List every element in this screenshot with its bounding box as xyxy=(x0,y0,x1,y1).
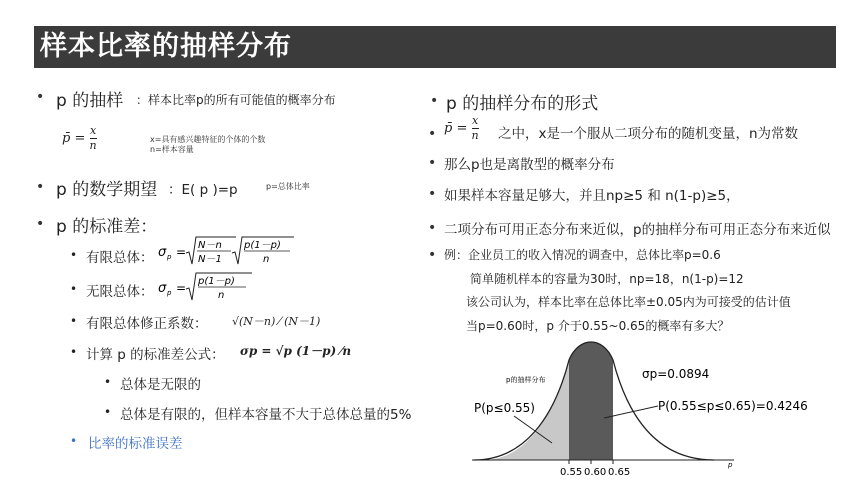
s3-label: 有限总体修正系数： xyxy=(86,316,208,332)
axis-end-label: p xyxy=(728,461,733,469)
sub-bullet: • xyxy=(70,248,78,262)
r4-text: 二项分布可用正态分布来近似，p的抽样分布可用正态分布来近似 xyxy=(444,222,831,238)
r5-text: 例：企业员工的收入情况的调查中，总体比率p=0.6 xyxy=(444,248,721,262)
bullet-dot: • xyxy=(428,126,437,142)
b2-eq: ：E( p )=p xyxy=(168,182,238,198)
b1-note1: x=具有感兴趣特征的个体的个数 xyxy=(150,135,266,144)
finite-sd-formula xyxy=(156,234,296,268)
r3-text: 如果样本容量足够大，并且np≥5 和 n(1-p)≥5， xyxy=(444,188,740,204)
b2-note: p=总体比率 xyxy=(266,182,310,191)
b1-note2: n=样本容量 xyxy=(150,145,194,154)
mid-prob-label: P(0.55≤p≤0.65)=0.4246 xyxy=(658,399,808,413)
bullet-dot: • xyxy=(36,216,45,232)
r1-text: 之中，x是一个服从二项分布的随机变量，n为常数 xyxy=(498,126,799,142)
b3-head: p 的标准差： xyxy=(56,217,158,237)
title-bar xyxy=(34,26,836,68)
svg-text:=: = xyxy=(176,245,187,259)
r6-text: 简单随机样本的容量为30时，np=18，n(1-p)=12 xyxy=(470,272,744,286)
bullet-dot: • xyxy=(428,220,437,236)
sub-bullet: • xyxy=(70,434,78,448)
svg-text:σ: σ xyxy=(158,245,167,260)
sigma-label: σp=0.0894 xyxy=(642,367,710,381)
right-head: p 的抽样分布的形式 xyxy=(446,94,599,114)
sub-bullet: • xyxy=(70,314,78,328)
s1-label: 有限总体： xyxy=(86,250,154,266)
sub-bullet: • xyxy=(70,345,78,359)
svg-text:n: n xyxy=(263,254,270,265)
ss1-text: 总体是无限的 xyxy=(120,377,201,393)
bullet-dot: • xyxy=(36,89,45,105)
b1-head: p 的抽样 xyxy=(56,91,124,111)
r8-text: 当p=0.60时，p 介于0.55~0.65的概率有多大？ xyxy=(466,319,730,333)
s4-label: 计算 p 的标准差公式： xyxy=(86,347,225,363)
svg-text:N－n: N－n xyxy=(198,240,222,251)
svg-text:n: n xyxy=(218,290,225,301)
svg-text:p(1－p): p(1－p) xyxy=(244,240,281,251)
ss2-text: 总体是有限的，但样本容量不大于总体总量的5% xyxy=(120,407,412,423)
tick-label-060: 0.60 xyxy=(584,467,607,478)
tick-label-065: 0.65 xyxy=(608,467,631,478)
b1-desc: ：样本比率p的所有可能值的概率分布 xyxy=(136,93,336,107)
sub-sub-bullet: • xyxy=(104,375,112,389)
page-title: 样本比率的抽样分布 xyxy=(40,31,292,62)
bullet-dot: • xyxy=(428,247,437,263)
sub-sub-bullet: • xyxy=(104,405,112,419)
left-prob-label: P(p≤0.55) xyxy=(474,401,535,415)
r7-text: 该公司认为，样本比率在总体比率±0.05内为可接受的估计值 xyxy=(466,295,791,309)
sub-bullet: • xyxy=(70,282,78,296)
s2-label: 无限总体： xyxy=(86,284,154,300)
bullet-dot: • xyxy=(36,179,45,195)
bullet-dot: • xyxy=(428,155,437,171)
tick-label-055: 0.55 xyxy=(560,467,583,478)
r2-text: 那么p也是离散型的概率分布 xyxy=(444,157,615,173)
svg-text:σ: σ xyxy=(158,281,167,296)
bullet-dot: • xyxy=(430,93,439,109)
svg-text:N－1: N－1 xyxy=(198,254,222,265)
svg-text:p: p xyxy=(167,253,172,261)
sampling-distribution-figure xyxy=(464,338,808,478)
chart-label: p的抽样分布 xyxy=(506,376,546,384)
svg-text:p(1－p): p(1－p) xyxy=(198,276,235,287)
right-ratio-formula: p̄ = $\frac{x}{n}$ xyxy=(444,114,479,142)
svg-text:=: = xyxy=(176,281,187,295)
svg-text:p: p xyxy=(167,289,172,297)
bullet-dot: • xyxy=(428,186,437,202)
b2-head: p 的数学期望 xyxy=(56,180,158,200)
sample-ratio-formula: p̄ = $\frac{x}{n}$ xyxy=(62,124,97,152)
standard-error-link[interactable]: 比率的标准误差 xyxy=(88,436,183,452)
infinite-sd-formula xyxy=(156,270,256,304)
middle-area xyxy=(569,342,613,460)
s4-formula: σp = √p (1－p) ⁄n xyxy=(240,344,352,358)
s3-formula: √(N－n) ⁄ (N－1) xyxy=(232,315,321,328)
